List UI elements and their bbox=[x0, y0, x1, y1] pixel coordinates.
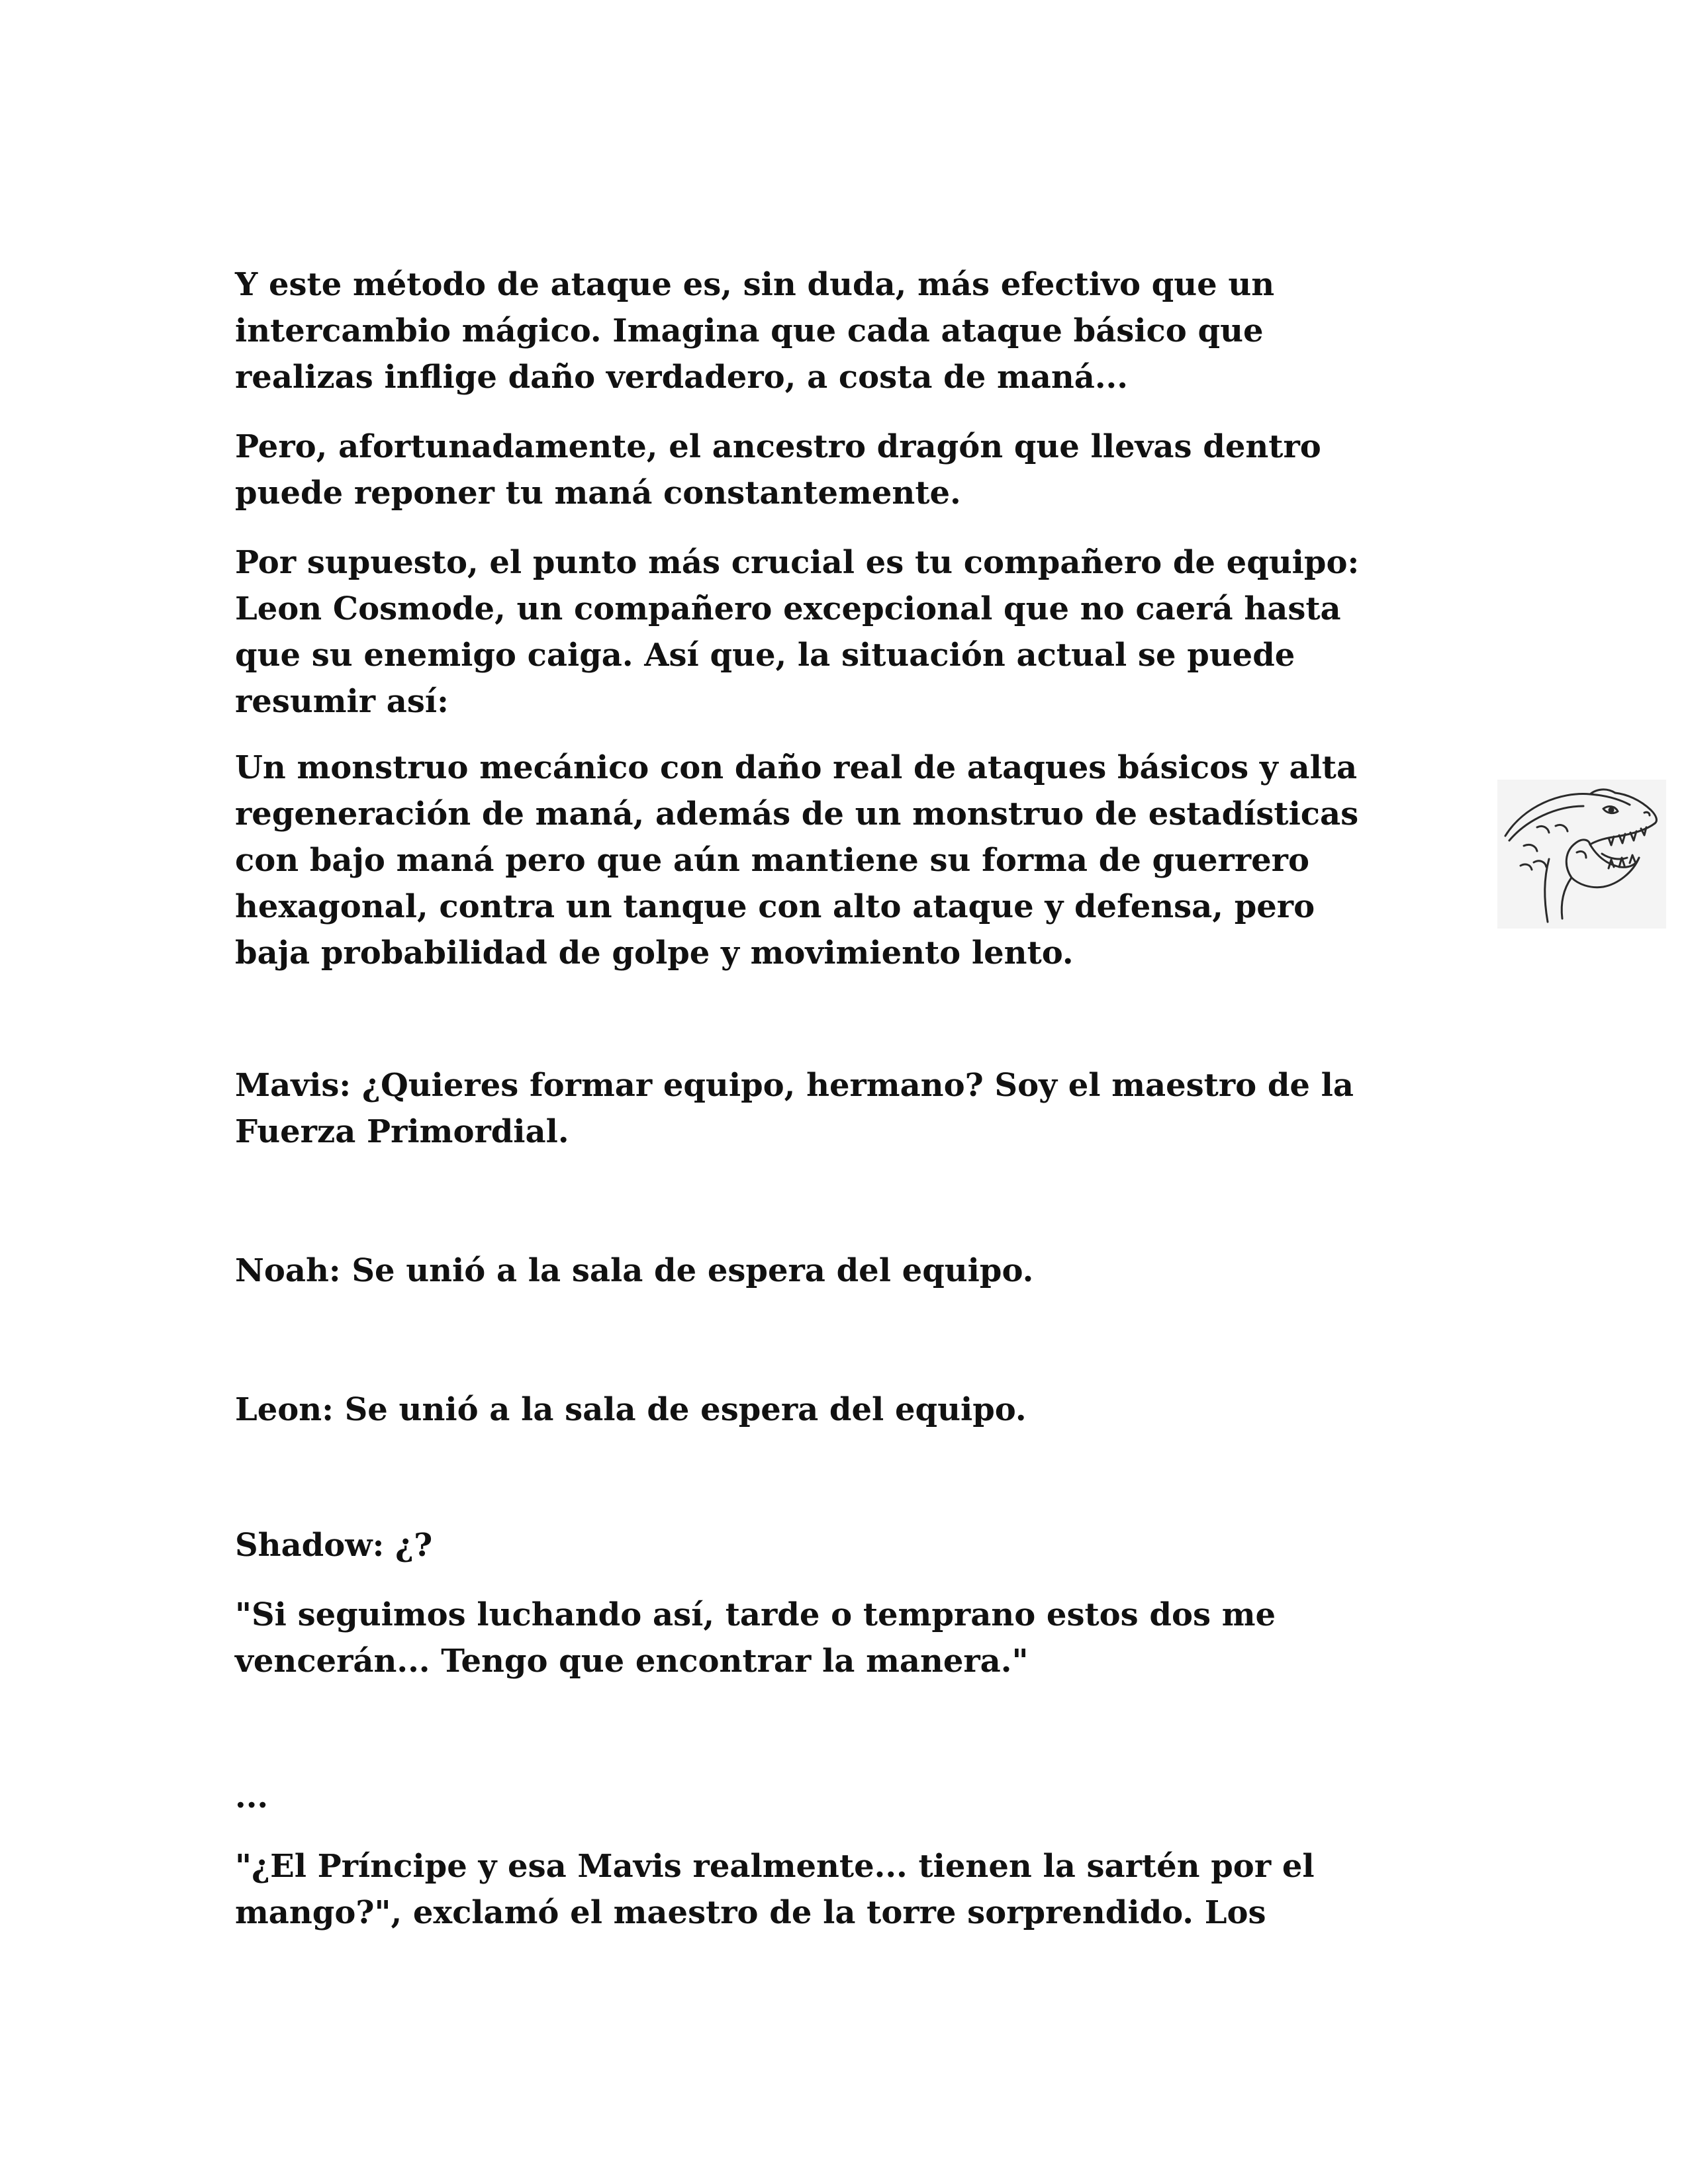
paragraph-line: hexagonal, contra un tanque con alto ataque y defensa, pero bbox=[235, 888, 1315, 925]
paragraph-line: Noah: Se unió a la sala de espera del equipo. bbox=[235, 1252, 1034, 1289]
paragraph-1 bbox=[235, 261, 1466, 400]
dinosaur-head-sketch-icon bbox=[1497, 780, 1666, 929]
paragraph-line: mango?", exclamó el maestro de la torre sorprendido. Los bbox=[235, 1894, 1266, 1931]
paragraph-7 bbox=[235, 1387, 1466, 1433]
paragraph-8 bbox=[235, 1522, 1466, 1569]
paragraph-line: ... bbox=[235, 1778, 269, 1815]
paragraph-line: Mavis: ¿Quieres formar equipo, hermano? Soy el maestro de la bbox=[235, 1067, 1354, 1104]
paragraph-line: Leon: Se unió a la sala de espera del equipo. bbox=[235, 1391, 1027, 1428]
paragraph-line: Un monstruo mecánico con daño real de ataques básicos y alta bbox=[235, 749, 1358, 786]
paragraph-line: Pero, afortunadamente, el ancestro dragón que llevas dentro bbox=[235, 428, 1321, 465]
paragraph-9 bbox=[235, 1592, 1466, 1684]
paragraph-11 bbox=[235, 1843, 1466, 1936]
paragraph-line: que su enemigo caiga. Así que, la situación actual se puede bbox=[235, 637, 1295, 674]
paragraph-line: "¿El Príncipe y esa Mavis realmente... tienen la sartén por el bbox=[235, 1848, 1315, 1885]
paragraph-line: Y este método de ataque es, sin duda, más efectivo que un bbox=[235, 266, 1275, 303]
paragraph-2 bbox=[235, 424, 1466, 516]
paragraph-10 bbox=[235, 1774, 1466, 1820]
paragraph-3 bbox=[235, 539, 1466, 725]
paragraph-line: Fuerza Primordial. bbox=[235, 1113, 569, 1150]
paragraph-line: vencerán... Tengo que encontrar la manera." bbox=[235, 1643, 1029, 1680]
paragraph-5 bbox=[235, 1062, 1466, 1155]
paragraph-line: puede reponer tu maná constantemente. bbox=[235, 475, 961, 512]
paragraph-line: "Si seguimos luchando así, tarde o temprano estos dos me bbox=[235, 1596, 1276, 1633]
paragraph-line: regeneración de maná, además de un monstruo de estadísticas bbox=[235, 796, 1359, 833]
paragraph-line: Leon Cosmode, un compañero excepcional que no caerá hasta bbox=[235, 590, 1341, 627]
paragraph-6 bbox=[235, 1248, 1466, 1294]
paragraph-line: realizas inflige daño verdadero, a costa de maná... bbox=[235, 359, 1128, 396]
paragraph-4 bbox=[235, 745, 1466, 976]
paragraph-line: resumir así: bbox=[235, 683, 449, 720]
paragraph-line: intercambio mágico. Imagina que cada ataque básico que bbox=[235, 312, 1264, 349]
paragraph-line: baja probabilidad de golpe y movimiento lento. bbox=[235, 934, 1074, 972]
paragraph-line: Por supuesto, el punto más crucial es tu compañero de equipo: bbox=[235, 544, 1360, 581]
paragraph-line: con bajo maná pero que aún mantiene su forma de guerrero bbox=[235, 842, 1309, 879]
paragraph-line: Shadow: ¿? bbox=[235, 1527, 433, 1564]
